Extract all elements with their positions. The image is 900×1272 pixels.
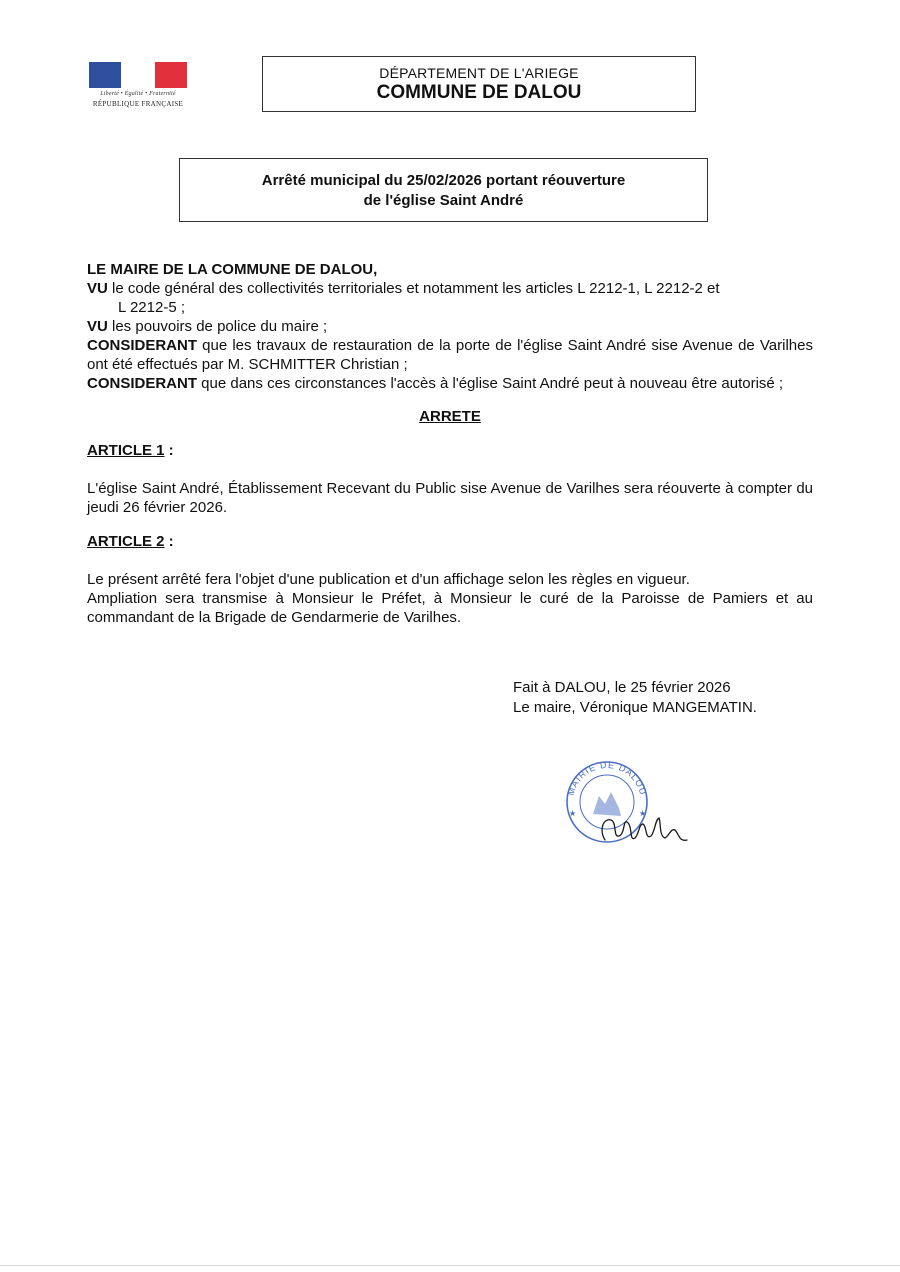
commune-name: COMMUNE DE DALOU bbox=[376, 82, 582, 103]
article2-text1: Le présent arrêté fera l'objet d'une publication et d'un affichage selon les règles en vigueur. bbox=[87, 571, 690, 588]
decree-body bbox=[87, 260, 813, 627]
vu-police: VU les pouvoirs de police du maire ; bbox=[87, 318, 328, 335]
signatory: Le maire, Véronique MANGEMATIN. bbox=[513, 699, 757, 716]
page-edge-divider bbox=[0, 1265, 900, 1266]
svg-text:★: ★ bbox=[639, 809, 647, 818]
article2-text2: Ampliation sera transmise à Monsieur le Préfet, à Monsieur le curé de la Paroisse de Pamiers et au commandant de la Brigade de Gendarmerie de Varilhes. bbox=[87, 590, 813, 626]
svg-text:★: ★ bbox=[569, 809, 577, 818]
republic-name: RÉPUBLIQUE FRANÇAISE bbox=[92, 100, 184, 108]
mayor-heading: LE MAIRE DE LA COMMUNE DE DALOU, bbox=[87, 261, 378, 278]
commune-header bbox=[262, 56, 696, 112]
republic-logo bbox=[86, 60, 190, 112]
article2-heading: ARTICLE 2 : bbox=[87, 533, 174, 550]
place-date: Fait à DALOU, le 25 février 2026 bbox=[513, 679, 731, 696]
decree-title bbox=[179, 158, 708, 222]
arrete-heading: ARRETE bbox=[419, 408, 481, 425]
vu-code: VU le code général des collectivités territoriales et notamment les articles L 2212-1, L 2212-2 et bbox=[87, 280, 720, 297]
vu-code-cont: L 2212-5 ; bbox=[118, 299, 185, 316]
marianne-flag-icon bbox=[89, 62, 187, 88]
department-name: DÉPARTEMENT DE L'ARIEGE bbox=[379, 65, 579, 81]
republic-motto: Liberté • Égalité • Fraternité bbox=[100, 91, 176, 97]
decree-title-line1: Arrêté municipal du 25/02/2026 portant réouverture bbox=[261, 172, 626, 189]
considerant-works: CONSIDERANT que les travaux de restauration de la porte de l'église Saint André sise Avenue de Varilhes ont été effectués par M. SCHMITTER Christian ; bbox=[87, 337, 813, 373]
stamp-text: MAIRIE DE DALOU bbox=[565, 759, 649, 797]
signoff bbox=[513, 678, 757, 718]
decree-title-line2: de l'église Saint André bbox=[363, 192, 524, 209]
mayor-stamp-icon bbox=[555, 750, 705, 860]
article1-heading: ARTICLE 1 : bbox=[87, 442, 174, 459]
article1-text: L'église Saint André, Établissement Recevant du Public sise Avenue de Varilhes sera réouverte à compter du jeudi 26 février 2026. bbox=[87, 480, 813, 516]
considerant-access: CONSIDERANT que dans ces circonstances l'accès à l'église Saint André peut à nouveau être autorisé ; bbox=[87, 375, 784, 392]
svg-text:MAIRIE DE DALOU bbox=[566, 760, 649, 797]
